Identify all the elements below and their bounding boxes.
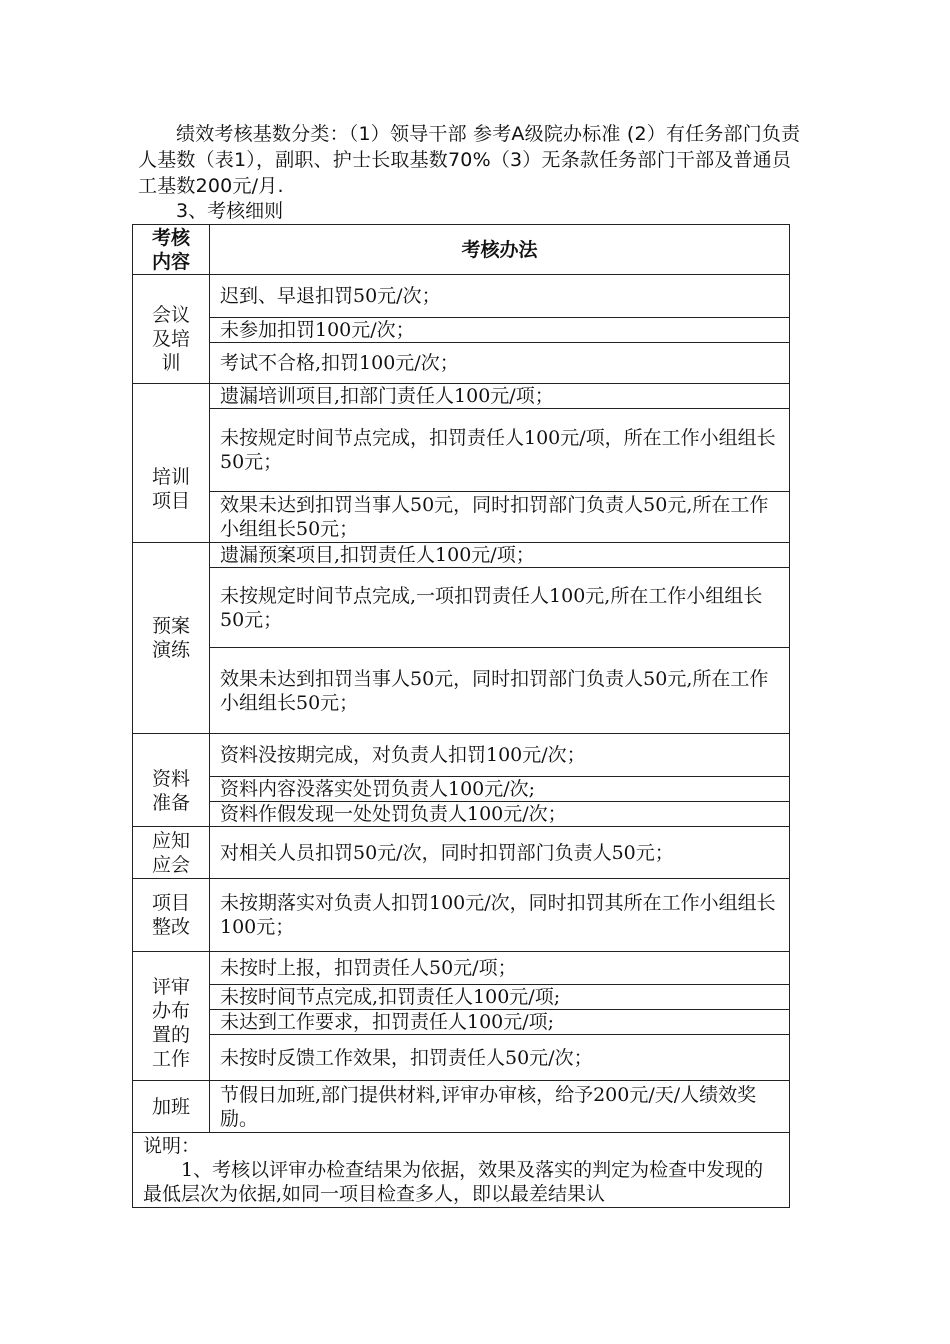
rule-cell: 节假日加班,部门提供材料,评审办审核，给予200元/天/人绩效奖励。 <box>210 1081 790 1133</box>
assessment-table <box>132 224 790 1208</box>
table-row <box>133 827 790 879</box>
table-row <box>133 1035 790 1081</box>
table-row <box>133 648 790 734</box>
category-overtime: 加班 <box>133 1081 210 1133</box>
note-cell <box>133 1133 790 1208</box>
table-row <box>133 543 790 568</box>
table-row <box>133 384 790 409</box>
table-note-row <box>133 1133 790 1208</box>
table-row <box>133 1010 790 1035</box>
rule-cell: 考试不合格,扣罚100元/次； <box>210 343 790 384</box>
rule-cell: 效果未达到扣罚当事人50元，同时扣罚部门负责人50元,所在工作小组组长50元； <box>210 648 790 734</box>
category-materials: 资料准备 <box>133 734 210 827</box>
rule-cell: 未按规定时间节点完成,一项扣罚责任人100元,所在工作小组组长50元； <box>210 568 790 648</box>
table-row <box>133 802 790 827</box>
intro-section <box>138 121 808 199</box>
category-must-know: 应知应会 <box>133 827 210 879</box>
table-row <box>133 318 790 343</box>
table-row <box>133 568 790 648</box>
table-row <box>133 879 790 952</box>
rule-cell: 对相关人员扣罚50元/次，同时扣罚部门负责人50元； <box>210 827 790 879</box>
rule-cell: 未按期落实对负责人扣罚100元/次，同时扣罚其所在工作小组组长100元； <box>210 879 790 952</box>
rule-cell: 资料作假发现一处处罚负责人100元/次； <box>210 802 790 827</box>
subheading: 3、考核细则 <box>176 200 284 222</box>
table-row <box>133 734 790 777</box>
category-drill: 预案演练 <box>133 543 210 734</box>
note-title: 说明： <box>143 1135 201 1157</box>
table-row <box>133 492 790 543</box>
rule-cell: 资料没按期完成，对负责人扣罚100元/次； <box>210 734 790 777</box>
rule-cell: 迟到、早退扣罚50元/次； <box>210 275 790 318</box>
rule-cell: 遗漏预案项目,扣罚责任人100元/项； <box>210 543 790 568</box>
rule-cell: 未按时上报，扣罚责任人50元/项； <box>210 952 790 985</box>
table-row <box>133 985 790 1010</box>
rule-cell: 未按时间节点完成,扣罚责任人100元/项; <box>210 985 790 1010</box>
category-training-items: 培训项目 <box>133 384 210 543</box>
intro-paragraph: 绩效考核基数分类：（1）领导干部 参考A级院办标准 (2）有任务部门负责人基数（表1），副职、护士长取基数70%（3）无条款任务部门干部及普通员工基数200元/月. <box>138 123 801 197</box>
rule-cell: 未参加扣罚100元/次； <box>210 318 790 343</box>
table-row <box>133 952 790 985</box>
category-review: 评审办布置的工作 <box>133 952 210 1081</box>
table-row <box>133 275 790 318</box>
rule-cell: 未按规定时间节点完成，扣罚责任人100元/项，所在工作小组组长50元； <box>210 409 790 492</box>
rule-cell: 效果未达到扣罚当事人50元，同时扣罚部门负责人50元,所在工作小组组长50元； <box>210 492 790 543</box>
table-row <box>133 1081 790 1133</box>
header-category: 考核内容 <box>133 225 210 275</box>
rule-cell: 资料内容没落实处罚负责人100元/次; <box>210 777 790 802</box>
rule-cell: 未达到工作要求，扣罚责任人100元/项; <box>210 1010 790 1035</box>
table-row <box>133 409 790 492</box>
note-text: 1、考核以评审办检查结果为依据，效果及落实的判定为检查中发现的最低层次为依据,如同一项目检查多人，即以最差结果认 <box>143 1159 764 1205</box>
rule-cell: 未按时反馈工作效果，扣罚责任人50元/次； <box>210 1035 790 1081</box>
table-row <box>133 777 790 802</box>
rule-cell: 遗漏培训项目,扣部门责任人100元/项； <box>210 384 790 409</box>
header-method: 考核办法 <box>210 225 790 275</box>
category-meeting: 会议及培训 <box>133 275 210 384</box>
table-row <box>133 343 790 384</box>
category-rectify: 项目整改 <box>133 879 210 952</box>
table-header-row <box>133 225 790 275</box>
